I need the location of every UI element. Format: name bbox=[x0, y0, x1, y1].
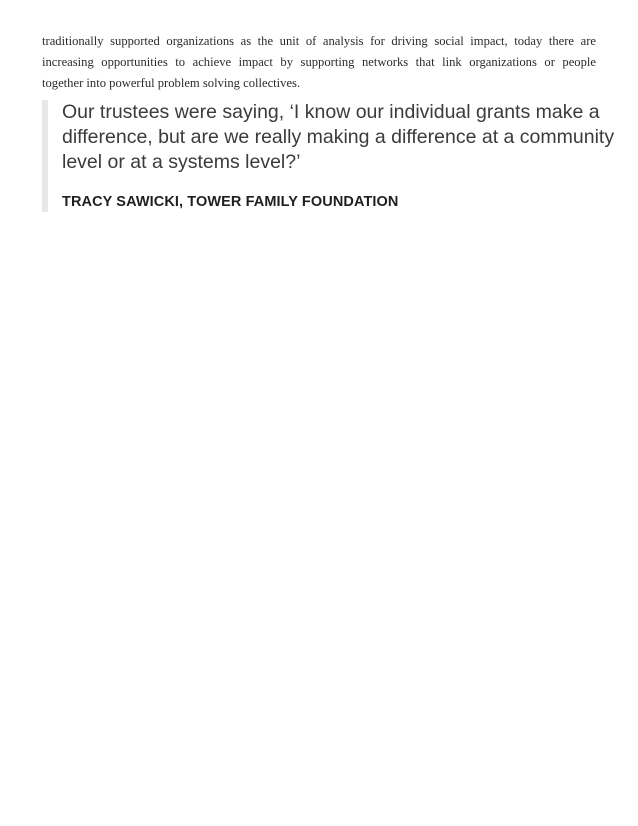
quote-line: difference, but are we really making a difference at a community bbox=[62, 126, 615, 148]
body-paragraph bbox=[42, 31, 596, 94]
quote-line: Our trustees were saying, ‘I know our individual grants make a bbox=[62, 101, 600, 123]
quote-attribution: TRACY SAWICKI, TOWER FAMILY FOUNDATION bbox=[62, 194, 399, 210]
paragraph-line: traditionally supported organizations as the unit of analysis for driving social impact, today there are bbox=[42, 34, 596, 48]
paragraph-line: together into powerful problem solving collectives. bbox=[42, 76, 301, 90]
quote-line: level or at a systems level?’ bbox=[62, 151, 301, 173]
pull-quote bbox=[42, 100, 615, 212]
paragraph-line: increasing opportunities to achieve impact by supporting networks that link organizations or people bbox=[42, 55, 596, 69]
quote-text bbox=[62, 100, 615, 175]
